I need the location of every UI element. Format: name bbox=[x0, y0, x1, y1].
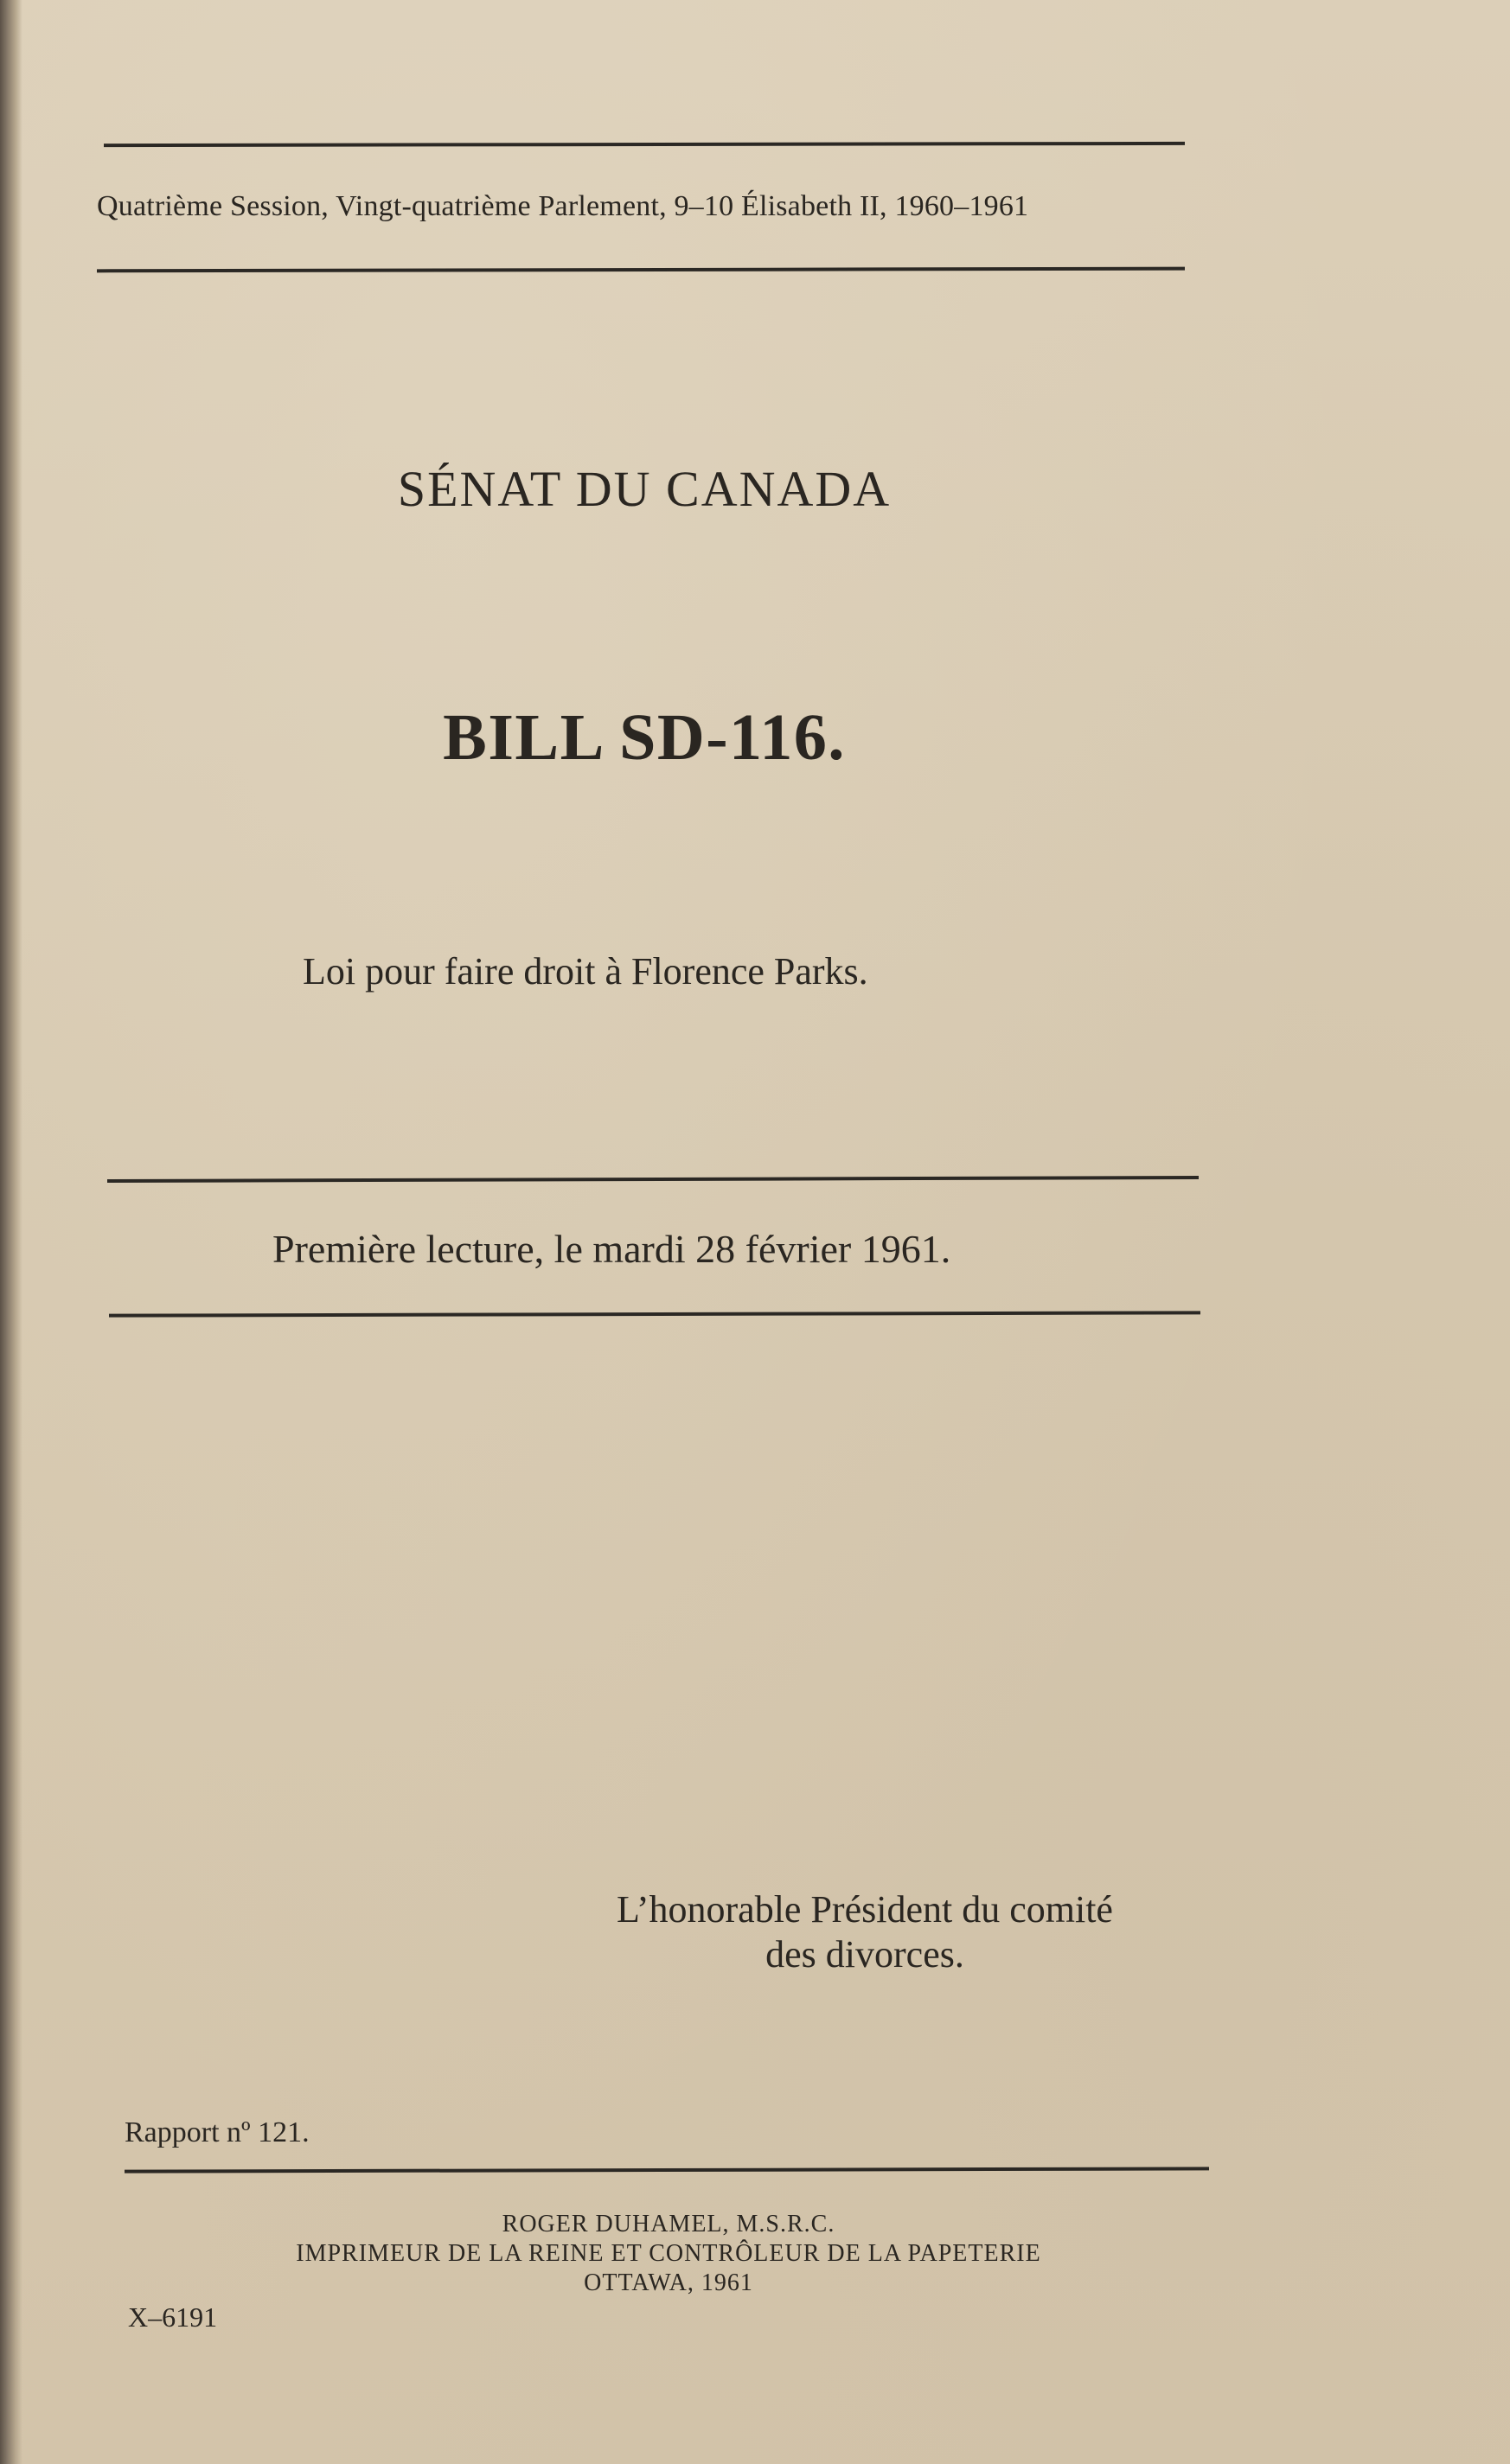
sponsor-block bbox=[553, 1887, 1176, 1977]
header-bottom-rule bbox=[97, 267, 1185, 273]
bill-number: BILL SD-116. bbox=[443, 701, 846, 774]
sponsor-line-1: L’honorable Président du comité bbox=[617, 1888, 1113, 1931]
header-top-rule bbox=[104, 142, 1185, 147]
reading-bottom-rule bbox=[109, 1311, 1200, 1317]
document-code: X–6191 bbox=[128, 2301, 218, 2333]
reading-top-rule bbox=[107, 1176, 1199, 1183]
first-reading-line: Première lecture, le mardi 28 février 1961. bbox=[272, 1227, 951, 1271]
bill-subtitle: Loi pour faire droit à Florence Parks. bbox=[303, 950, 868, 993]
report-number: Rapport nº 121. bbox=[125, 2116, 310, 2148]
printer-name: ROGER DUHAMEL, M.S.R.C. bbox=[502, 2211, 835, 2237]
printer-place: OTTAWA, 1961 bbox=[584, 2269, 753, 2296]
chamber-title: SÉNAT DU CANADA bbox=[397, 461, 892, 517]
binding-edge bbox=[0, 0, 22, 2464]
footer-rule bbox=[125, 2167, 1209, 2173]
session-line: Quatrième Session, Vingt-quatrième Parlement, 9–10 Élisabeth II, 1960–1961 bbox=[97, 190, 1029, 222]
printer-title: IMPRIMEUR DE LA REINE ET CONTRÔLEUR DE LA PAPETERIE bbox=[296, 2240, 1041, 2267]
sponsor-line-2: des divorces. bbox=[765, 1933, 964, 1976]
